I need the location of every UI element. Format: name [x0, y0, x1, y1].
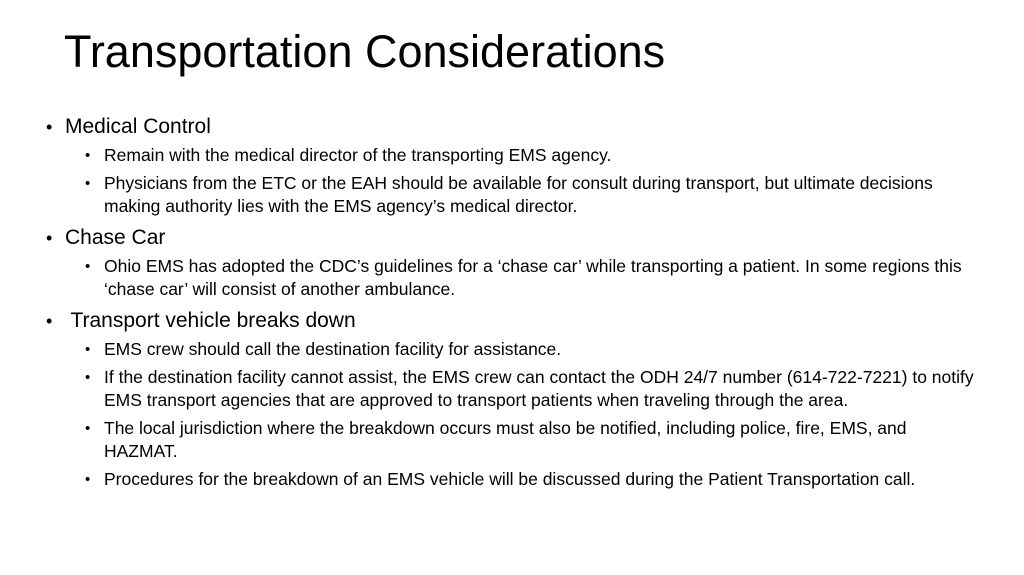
- section-medical-control: [46, 114, 976, 218]
- list-item: [65, 366, 976, 412]
- sub-list: [65, 255, 976, 301]
- bullet-icon: •: [46, 228, 53, 248]
- list-item-text: If the destination facility cannot assist, the EMS crew can contact the ODH 24/7 number (614-722-7221) to notify EMS transport agencies that are approved to transport patients when traveling through the area.: [104, 367, 974, 410]
- list-item: [65, 144, 976, 167]
- sub-list: [65, 338, 976, 491]
- list-item: [65, 255, 976, 301]
- sub-list: [65, 144, 976, 218]
- bullet-icon: •: [85, 175, 91, 192]
- list-item-text: Procedures for the breakdown of an EMS vehicle will be discussed during the Patient Transportation call.: [104, 469, 916, 489]
- list-item-text: EMS crew should call the destination facility for assistance.: [104, 339, 562, 359]
- bullet-icon: •: [46, 117, 53, 137]
- section-heading: Transport vehicle breaks down: [65, 309, 356, 332]
- list-item-text: The local jurisdiction where the breakdown occurs must also be notified, including police, fire, EMS, and HAZMAT.: [104, 418, 907, 461]
- list-item-text: Ohio EMS has adopted the CDC’s guidelines for a ‘chase car’ while transporting a patient. In some regions this ‘chase car’ will consist of another ambulance.: [104, 256, 962, 299]
- section-heading: Chase Car: [65, 226, 166, 249]
- bullet-icon: •: [85, 369, 91, 386]
- slide-title: Transportation Considerations: [64, 26, 666, 77]
- section-chase-car: [46, 225, 976, 301]
- list-item: [65, 468, 976, 491]
- bullet-icon: •: [85, 147, 91, 164]
- bullet-list: [46, 114, 976, 491]
- section-vehicle-breakdown: [46, 308, 976, 491]
- bullet-icon: •: [85, 471, 91, 488]
- list-item: [65, 417, 976, 463]
- list-item-text: Physicians from the ETC or the EAH should be available for consult during transport, but ultimate decisions making authority lies with the EMS agency’s medical director.: [104, 173, 933, 216]
- list-item: [65, 172, 976, 218]
- section-heading: Medical Control: [65, 115, 211, 138]
- bullet-icon: •: [46, 311, 53, 331]
- bullet-icon: •: [85, 258, 91, 275]
- bullet-icon: •: [85, 420, 91, 437]
- bullet-icon: •: [85, 341, 91, 358]
- list-item-text: Remain with the medical director of the transporting EMS agency.: [104, 145, 612, 165]
- list-item: [65, 338, 976, 361]
